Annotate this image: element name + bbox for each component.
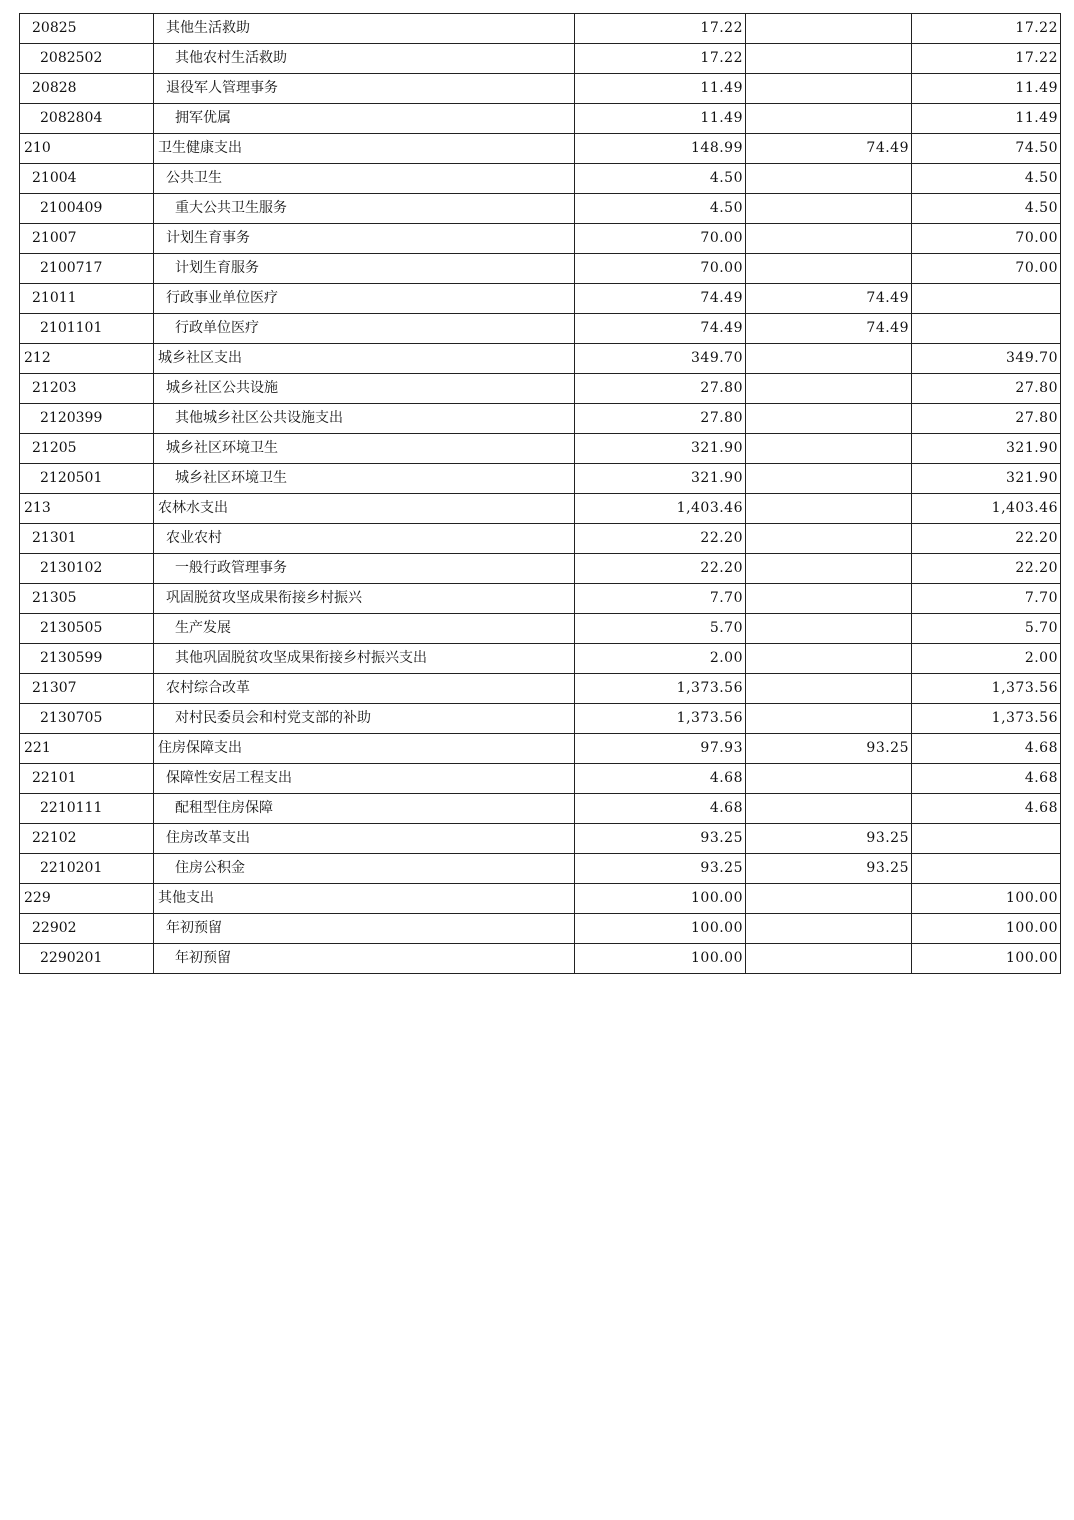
total-amount-cell: 27.80: [575, 404, 746, 434]
total-amount-cell: 5.70: [575, 614, 746, 644]
basic-expenditure-cell: [746, 14, 912, 44]
subject-name-cell: 城乡社区支出: [154, 344, 575, 374]
subject-name-cell: 住房保障支出: [154, 734, 575, 764]
table-row: [20, 734, 1061, 764]
subject-code-cell: 2290201: [20, 944, 154, 974]
subject-name-cell: 其他巩固脱贫攻坚成果衔接乡村振兴支出: [154, 644, 575, 674]
subject-name-cell: 年初预留: [154, 914, 575, 944]
basic-expenditure-cell: [746, 794, 912, 824]
project-expenditure-cell: [912, 854, 1061, 884]
total-amount-cell: 74.49: [575, 284, 746, 314]
basic-expenditure-cell: [746, 194, 912, 224]
basic-expenditure-cell: 74.49: [746, 284, 912, 314]
project-expenditure-cell: [912, 284, 1061, 314]
subject-name-cell: 其他支出: [154, 884, 575, 914]
subject-name-cell: 住房公积金: [154, 854, 575, 884]
subject-name-cell: 城乡社区公共设施: [154, 374, 575, 404]
subject-name-cell: 公共卫生: [154, 164, 575, 194]
table-row: [20, 134, 1061, 164]
total-amount-cell: 100.00: [575, 944, 746, 974]
subject-code-cell: 2210201: [20, 854, 154, 884]
total-amount-cell: 74.49: [575, 314, 746, 344]
project-expenditure-cell: [912, 314, 1061, 344]
subject-name-cell: 拥军优属: [154, 104, 575, 134]
total-amount-cell: 7.70: [575, 584, 746, 614]
project-expenditure-cell: 4.68: [912, 794, 1061, 824]
table-row: [20, 884, 1061, 914]
total-amount-cell: 148.99: [575, 134, 746, 164]
total-amount-cell: 93.25: [575, 854, 746, 884]
basic-expenditure-cell: [746, 524, 912, 554]
total-amount-cell: 2.00: [575, 644, 746, 674]
basic-expenditure-cell: [746, 404, 912, 434]
table-row: [20, 194, 1061, 224]
total-amount-cell: 11.49: [575, 104, 746, 134]
total-amount-cell: 93.25: [575, 824, 746, 854]
total-amount-cell: 4.68: [575, 764, 746, 794]
table-row: [20, 524, 1061, 554]
basic-expenditure-cell: 74.49: [746, 314, 912, 344]
subject-code-cell: 212: [20, 344, 154, 374]
subject-code-cell: 2100409: [20, 194, 154, 224]
table-row: [20, 344, 1061, 374]
table-row: [20, 794, 1061, 824]
subject-name-cell: 巩固脱贫攻坚成果衔接乡村振兴: [154, 584, 575, 614]
subject-code-cell: 21305: [20, 584, 154, 614]
basic-expenditure-cell: [746, 44, 912, 74]
project-expenditure-cell: 1,403.46: [912, 494, 1061, 524]
subject-code-cell: 21301: [20, 524, 154, 554]
table-row: [20, 434, 1061, 464]
project-expenditure-cell: 2.00: [912, 644, 1061, 674]
total-amount-cell: 1,403.46: [575, 494, 746, 524]
table-body: [20, 14, 1061, 974]
project-expenditure-cell: [912, 824, 1061, 854]
subject-name-cell: 城乡社区环境卫生: [154, 434, 575, 464]
project-expenditure-cell: 4.68: [912, 734, 1061, 764]
table-row: [20, 494, 1061, 524]
subject-name-cell: 配租型住房保障: [154, 794, 575, 824]
subject-code-cell: 213: [20, 494, 154, 524]
subject-code-cell: 22902: [20, 914, 154, 944]
project-expenditure-cell: 11.49: [912, 74, 1061, 104]
table-row: [20, 254, 1061, 284]
table-row: [20, 74, 1061, 104]
table-row: [20, 44, 1061, 74]
total-amount-cell: 1,373.56: [575, 704, 746, 734]
total-amount-cell: 321.90: [575, 464, 746, 494]
project-expenditure-cell: 4.50: [912, 164, 1061, 194]
subject-name-cell: 城乡社区环境卫生: [154, 464, 575, 494]
project-expenditure-cell: 70.00: [912, 224, 1061, 254]
subject-name-cell: 保障性安居工程支出: [154, 764, 575, 794]
basic-expenditure-cell: [746, 374, 912, 404]
total-amount-cell: 27.80: [575, 374, 746, 404]
project-expenditure-cell: 321.90: [912, 434, 1061, 464]
basic-expenditure-cell: [746, 344, 912, 374]
subject-code-cell: 2082502: [20, 44, 154, 74]
project-expenditure-cell: 321.90: [912, 464, 1061, 494]
basic-expenditure-cell: [746, 164, 912, 194]
basic-expenditure-cell: [746, 764, 912, 794]
total-amount-cell: 4.50: [575, 194, 746, 224]
project-expenditure-cell: 11.49: [912, 104, 1061, 134]
total-amount-cell: 100.00: [575, 884, 746, 914]
subject-name-cell: 行政单位医疗: [154, 314, 575, 344]
total-amount-cell: 22.20: [575, 524, 746, 554]
subject-code-cell: 2120501: [20, 464, 154, 494]
subject-name-cell: 重大公共卫生服务: [154, 194, 575, 224]
table-row: [20, 164, 1061, 194]
basic-expenditure-cell: [746, 644, 912, 674]
total-amount-cell: 17.22: [575, 14, 746, 44]
total-amount-cell: 4.68: [575, 794, 746, 824]
basic-expenditure-cell: [746, 614, 912, 644]
subject-code-cell: 229: [20, 884, 154, 914]
table-row: [20, 404, 1061, 434]
table-row: [20, 824, 1061, 854]
subject-code-cell: 21007: [20, 224, 154, 254]
budget-expenditure-table: [19, 13, 1061, 974]
subject-code-cell: 21307: [20, 674, 154, 704]
project-expenditure-cell: 74.50: [912, 134, 1061, 164]
subject-code-cell: 2130505: [20, 614, 154, 644]
basic-expenditure-cell: [746, 914, 912, 944]
table-row: [20, 854, 1061, 884]
total-amount-cell: 11.49: [575, 74, 746, 104]
subject-name-cell: 农林水支出: [154, 494, 575, 524]
subject-name-cell: 计划生育服务: [154, 254, 575, 284]
basic-expenditure-cell: [746, 104, 912, 134]
total-amount-cell: 4.50: [575, 164, 746, 194]
subject-name-cell: 对村民委员会和村党支部的补助: [154, 704, 575, 734]
basic-expenditure-cell: [746, 884, 912, 914]
subject-code-cell: 2210111: [20, 794, 154, 824]
basic-expenditure-cell: 74.49: [746, 134, 912, 164]
subject-name-cell: 退役军人管理事务: [154, 74, 575, 104]
subject-code-cell: 2130705: [20, 704, 154, 734]
basic-expenditure-cell: 93.25: [746, 854, 912, 884]
basic-expenditure-cell: [746, 494, 912, 524]
total-amount-cell: 321.90: [575, 434, 746, 464]
basic-expenditure-cell: [746, 434, 912, 464]
table-row: [20, 374, 1061, 404]
table-row: [20, 314, 1061, 344]
project-expenditure-cell: 100.00: [912, 944, 1061, 974]
subject-code-cell: 2130599: [20, 644, 154, 674]
subject-code-cell: 20825: [20, 14, 154, 44]
basic-expenditure-cell: [746, 554, 912, 584]
subject-code-cell: 210: [20, 134, 154, 164]
basic-expenditure-cell: 93.25: [746, 734, 912, 764]
subject-code-cell: 22102: [20, 824, 154, 854]
subject-code-cell: 22101: [20, 764, 154, 794]
project-expenditure-cell: 17.22: [912, 44, 1061, 74]
project-expenditure-cell: 4.50: [912, 194, 1061, 224]
subject-code-cell: 21205: [20, 434, 154, 464]
basic-expenditure-cell: [746, 584, 912, 614]
project-expenditure-cell: 22.20: [912, 524, 1061, 554]
project-expenditure-cell: 1,373.56: [912, 704, 1061, 734]
subject-name-cell: 卫生健康支出: [154, 134, 575, 164]
total-amount-cell: 70.00: [575, 254, 746, 284]
subject-code-cell: 2130102: [20, 554, 154, 584]
subject-name-cell: 年初预留: [154, 944, 575, 974]
project-expenditure-cell: 5.70: [912, 614, 1061, 644]
subject-code-cell: 2082804: [20, 104, 154, 134]
project-expenditure-cell: 70.00: [912, 254, 1061, 284]
project-expenditure-cell: 27.80: [912, 374, 1061, 404]
table-row: [20, 104, 1061, 134]
table-row: [20, 464, 1061, 494]
total-amount-cell: 100.00: [575, 914, 746, 944]
table-row: [20, 704, 1061, 734]
basic-expenditure-cell: [746, 674, 912, 704]
total-amount-cell: 1,373.56: [575, 674, 746, 704]
subject-code-cell: 221: [20, 734, 154, 764]
basic-expenditure-cell: [746, 254, 912, 284]
table-row: [20, 284, 1061, 314]
project-expenditure-cell: 349.70: [912, 344, 1061, 374]
project-expenditure-cell: 7.70: [912, 584, 1061, 614]
table-row: [20, 764, 1061, 794]
basic-expenditure-cell: [746, 944, 912, 974]
subject-name-cell: 行政事业单位医疗: [154, 284, 575, 314]
project-expenditure-cell: 17.22: [912, 14, 1061, 44]
table-row: [20, 224, 1061, 254]
subject-code-cell: 21011: [20, 284, 154, 314]
subject-name-cell: 一般行政管理事务: [154, 554, 575, 584]
subject-name-cell: 计划生育事务: [154, 224, 575, 254]
subject-code-cell: 2101101: [20, 314, 154, 344]
subject-name-cell: 其他城乡社区公共设施支出: [154, 404, 575, 434]
subject-code-cell: 21203: [20, 374, 154, 404]
basic-expenditure-cell: [746, 704, 912, 734]
table-row: [20, 914, 1061, 944]
project-expenditure-cell: 4.68: [912, 764, 1061, 794]
table-row: [20, 14, 1061, 44]
subject-code-cell: 20828: [20, 74, 154, 104]
table-row: [20, 674, 1061, 704]
basic-expenditure-cell: [746, 224, 912, 254]
total-amount-cell: 22.20: [575, 554, 746, 584]
project-expenditure-cell: 1,373.56: [912, 674, 1061, 704]
total-amount-cell: 70.00: [575, 224, 746, 254]
subject-name-cell: 农业农村: [154, 524, 575, 554]
project-expenditure-cell: 100.00: [912, 884, 1061, 914]
subject-code-cell: 2120399: [20, 404, 154, 434]
table-row: [20, 614, 1061, 644]
total-amount-cell: 17.22: [575, 44, 746, 74]
total-amount-cell: 97.93: [575, 734, 746, 764]
subject-name-cell: 其他农村生活救助: [154, 44, 575, 74]
table-row: [20, 584, 1061, 614]
subject-name-cell: 其他生活救助: [154, 14, 575, 44]
subject-code-cell: 21004: [20, 164, 154, 194]
subject-name-cell: 生产发展: [154, 614, 575, 644]
subject-name-cell: 农村综合改革: [154, 674, 575, 704]
basic-expenditure-cell: 93.25: [746, 824, 912, 854]
subject-name-cell: 住房改革支出: [154, 824, 575, 854]
total-amount-cell: 349.70: [575, 344, 746, 374]
project-expenditure-cell: 27.80: [912, 404, 1061, 434]
table-row: [20, 644, 1061, 674]
table-row: [20, 554, 1061, 584]
table-row: [20, 944, 1061, 974]
project-expenditure-cell: 100.00: [912, 914, 1061, 944]
project-expenditure-cell: 22.20: [912, 554, 1061, 584]
basic-expenditure-cell: [746, 74, 912, 104]
subject-code-cell: 2100717: [20, 254, 154, 284]
basic-expenditure-cell: [746, 464, 912, 494]
